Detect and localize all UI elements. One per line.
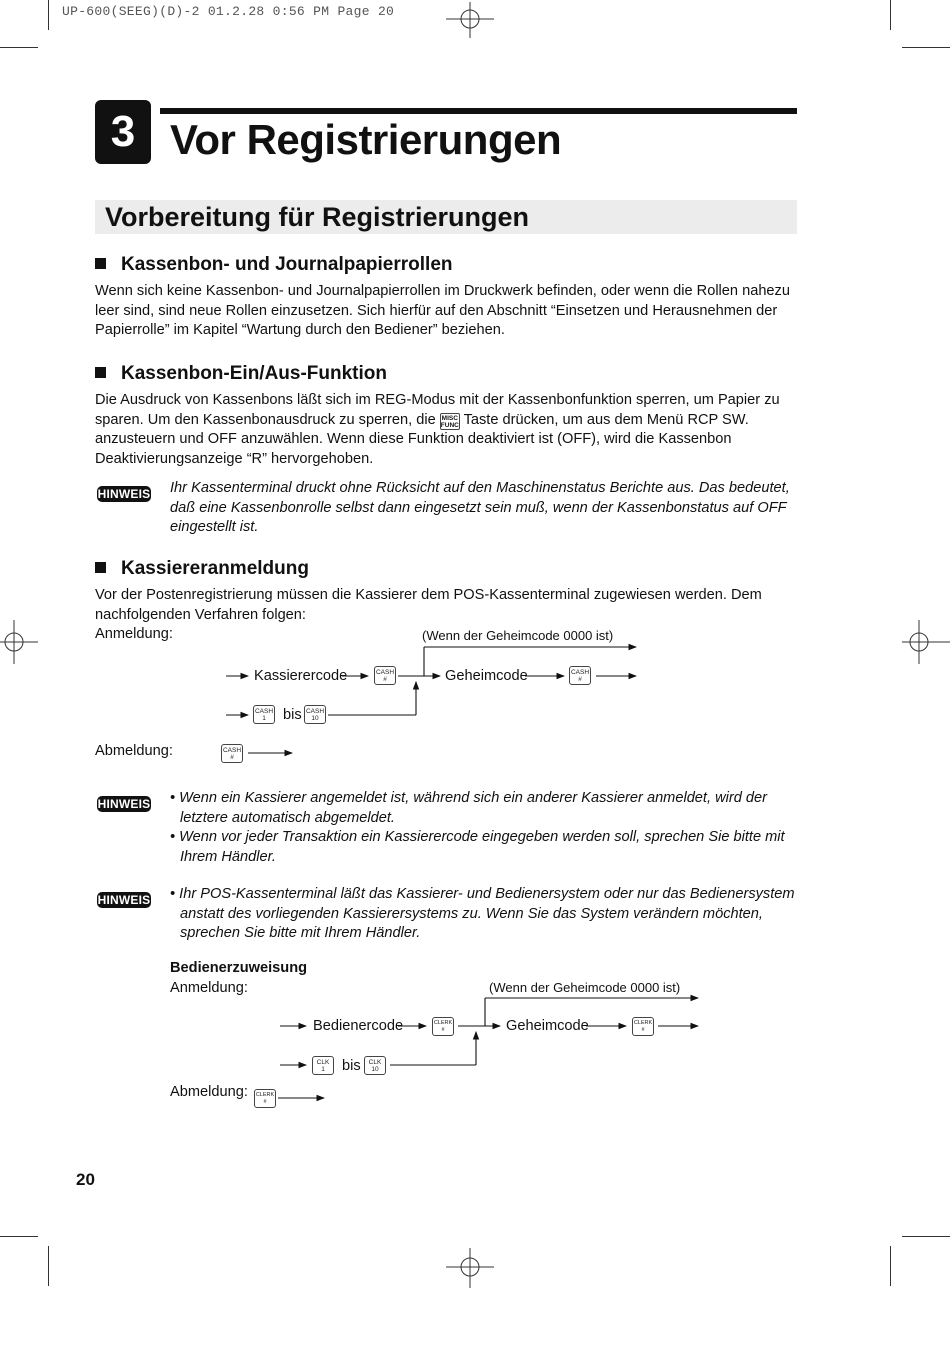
note-item: • Wenn vor jeder Transaktion ein Kassierercode eingegeben werden soll, sprechen Sie bitte mit Ihrem Händler. xyxy=(170,829,785,865)
hinweis-badge: HINWEIS xyxy=(97,487,151,501)
paper-paragraph: Wenn sich keine Kassenbon- und Journalpapierrollen im Druckwerk befinden, oder wenn die Rollen nahezu leer sind, sind neue Rollen einzusetzen. Sich hierfür auf den Abschnitt “Einsetzen und Herausnehmen der Papierrolle” im Kapitel “Wartung durch den Bediener” beziehen. xyxy=(95,283,790,339)
clerk-secret-label: Geheimcode xyxy=(506,1018,589,1034)
cashier-notes-2 xyxy=(170,885,800,944)
cashier-secret-note: (Wenn der Geheimcode 0000 ist) xyxy=(422,628,614,643)
clerk-login-label: Anmeldung: xyxy=(170,980,248,996)
section-title: Vorbereitung für Registrierungen xyxy=(105,202,530,232)
page-number: 20 xyxy=(76,1170,95,1189)
cashier-logout-label: Abmeldung: xyxy=(95,743,173,759)
misc-func-key-icon: MISC FUNC xyxy=(440,414,459,429)
receipt-text-end: Taste drücken, um aus dem Menü RCP SW. anzusteuern und OFF anzuwählen. Wenn diese Funktion deaktiviert ist (OFF), wird die Kassenbon Deaktivierungsanzeige “R” hervorgehoben. xyxy=(95,411,749,467)
clk-1-key-icon: CLK 1 xyxy=(312,1056,334,1075)
clk-10-key-icon: CLK 10 xyxy=(364,1056,386,1075)
cashier-login-label: Anmeldung: xyxy=(95,626,173,642)
note-item: • Wenn ein Kassierer angemeldet ist, während sich ein anderer Kassierer anmeldet, wird der letztere automatisch abgemeldet. xyxy=(170,790,767,826)
subsection-title: Kassiereranmeldung xyxy=(121,558,309,579)
receipt-note: Ihr Kassenterminal druckt ohne Rücksicht auf den Maschinenstatus Berichte aus. Das bedeutet, daß eine Kassenbonrolle selbst dann eingesetzt sein muß, wenn der Kassenbonstatus auf OFF eingestellt ist. xyxy=(170,480,790,536)
cash-key-icon: CASH # xyxy=(374,666,396,685)
cash-key-icon: CASH # xyxy=(569,666,591,685)
cash-10-key-icon: CASH 10 xyxy=(304,705,326,724)
clerk-key-icon: CLERK # xyxy=(432,1017,454,1036)
subsection-title: Kassenbon-Ein/Aus-Funktion xyxy=(121,363,387,384)
print-header: UP-600(SEEG)(D)-2 01.2.28 0:56 PM Page 20 xyxy=(62,4,395,19)
chapter-number: 3 xyxy=(95,100,151,164)
subsection-title: Kassenbon- und Journalpapierrollen xyxy=(121,254,453,275)
clerk-key-icon: CLERK # xyxy=(254,1089,276,1108)
note-item: • Ihr POS-Kassenterminal läßt das Kassierer- und Bedienersystem oder nur das Bedienersystem anstatt des vorliegenden Kassierersystems zu. Wenn Sie das System verändern möchten, sprechen Sie bitte mit Ihrem Händler. xyxy=(170,886,795,942)
cashier-paragraph: Vor der Postenregistrierung müssen die Kassierer dem POS-Kassenterminal zugewiesen werden. Dem nachfolgenden Verfahren folgen: xyxy=(95,587,762,623)
clerk-code-label: Bedienercode xyxy=(313,1018,404,1034)
cashier-bis: bis xyxy=(283,707,302,723)
cash-key-icon: CASH # xyxy=(221,744,243,763)
hinweis-badge: HINWEIS xyxy=(97,893,151,907)
cashier-code-label: Kassierercode xyxy=(254,668,348,684)
clerk-secret-note: (Wenn der Geheimcode 0000 ist) xyxy=(489,980,681,995)
cashier-secret-label: Geheimcode xyxy=(445,668,528,684)
cash-1-key-icon: CASH 1 xyxy=(253,705,275,724)
receipt-text-start: Die Ausdruck von Kassenbons läßt sich im REG-Modus mit der Kassenbonfunktion sperren, um Papier zu sparen. Um den Kassenbonausdruck zu sperren, die xyxy=(95,392,780,428)
chapter-title: Vor Registrierungen xyxy=(170,116,562,163)
clerk-heading: Bedienerzuweisung xyxy=(170,960,308,976)
hinweis-badge: HINWEIS xyxy=(97,797,151,811)
clerk-logout-label: Abmeldung: xyxy=(170,1084,248,1100)
clerk-key-icon: CLERK # xyxy=(632,1017,654,1036)
clerk-bis: bis xyxy=(342,1058,361,1074)
cashier-notes-1 xyxy=(170,789,800,867)
